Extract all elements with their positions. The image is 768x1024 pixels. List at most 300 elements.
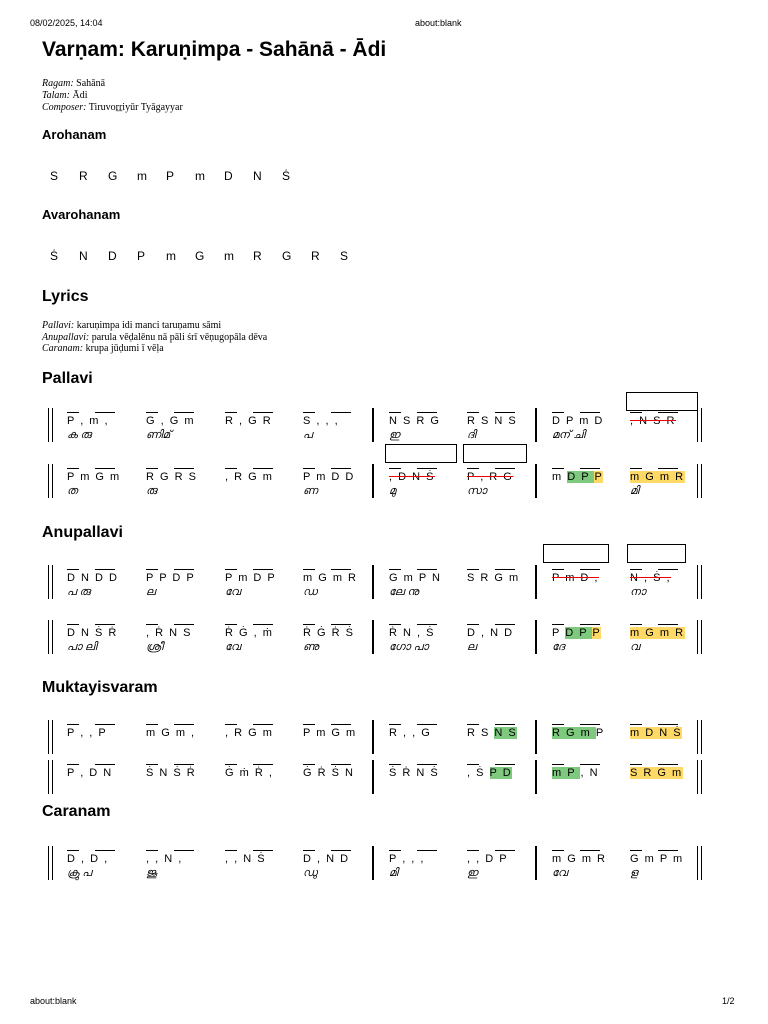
swara-group <box>467 727 517 739</box>
beat-group <box>303 620 387 660</box>
swara-group: , N S R <box>630 415 676 427</box>
double-barline <box>48 464 49 498</box>
swara-group: P P D P <box>146 572 196 584</box>
meta-talam <box>42 90 183 102</box>
scale-note: S <box>340 249 349 263</box>
beat-group <box>389 620 473 660</box>
speed-overline <box>253 850 273 851</box>
speed-overline <box>303 624 315 625</box>
speed-overline <box>253 468 273 469</box>
double-barline <box>48 620 49 654</box>
swara-note: D <box>565 627 580 639</box>
swara-group <box>630 471 685 483</box>
speed-overline <box>331 569 351 570</box>
scale-note: P <box>166 169 175 183</box>
speed-overline <box>225 764 237 765</box>
swara-group <box>552 727 605 739</box>
speed-overline <box>389 850 401 851</box>
swara-group: , Ṙ N S <box>146 627 192 639</box>
speed-overline <box>225 468 237 469</box>
beat-group <box>467 565 551 605</box>
arohanam-notes <box>50 169 311 183</box>
beat-group <box>67 565 151 605</box>
beat-group <box>389 846 473 886</box>
lyrics-key: Anupallavi: <box>42 331 90 343</box>
swara-note: P <box>592 627 602 639</box>
swara-note: m <box>630 727 646 739</box>
double-barline <box>48 760 49 794</box>
beat-group <box>630 464 714 504</box>
swara-group: P m G m <box>303 727 357 739</box>
speed-overline <box>174 850 194 851</box>
swara-group: P m D D <box>303 471 355 483</box>
speed-overline <box>95 850 115 851</box>
speed-overline <box>174 412 194 413</box>
swara-group: R S N S <box>467 415 518 427</box>
lyric-syllable: വ <box>630 641 640 653</box>
swara-group: D , D , <box>67 853 109 865</box>
speed-overline <box>552 850 564 851</box>
swara-note: m <box>580 727 596 739</box>
swara-group: R G R S <box>146 471 198 483</box>
beat-group <box>630 720 714 760</box>
beat-group <box>303 720 387 760</box>
swara-note: D <box>645 727 660 739</box>
beat-group <box>630 408 714 448</box>
lyrics-value: krupa jūḍumi ī vēḷa <box>85 343 164 354</box>
speed-overline <box>331 764 351 765</box>
beat-group <box>67 408 151 448</box>
beat-group <box>146 565 230 605</box>
speed-overline <box>331 850 351 851</box>
speed-overline <box>467 850 479 851</box>
beat-group <box>552 846 636 886</box>
lyric-syllable: ദി <box>467 429 476 441</box>
speed-overline <box>495 724 515 725</box>
swara-note: P <box>595 727 605 739</box>
beat-group <box>467 464 551 504</box>
lyric-syllable: ഡു <box>303 867 318 879</box>
swara-note: P <box>489 767 503 779</box>
swara-note: R <box>467 727 481 739</box>
speed-overline <box>630 624 642 625</box>
speed-overline <box>95 724 115 725</box>
speed-overline <box>67 724 79 725</box>
swara-note: G <box>645 471 660 483</box>
speed-overline <box>303 569 315 570</box>
beat-group <box>552 760 636 800</box>
beat-group <box>67 760 151 800</box>
scale-note: R <box>253 249 262 263</box>
print-timestamp: 08/02/2025, 14:04 <box>30 18 103 28</box>
speed-overline <box>174 624 194 625</box>
speed-overline <box>658 850 678 851</box>
lyric-syllable: രു <box>146 485 157 497</box>
muktayisvaram-heading: Muktayisvaram <box>42 679 158 696</box>
lyric-syllable: ക രു <box>67 429 92 441</box>
beat-group <box>630 846 714 886</box>
annotation-box <box>463 444 527 463</box>
speed-overline <box>174 764 194 765</box>
pallavi-heading: Pallavi <box>42 370 93 387</box>
beat-group <box>467 760 551 800</box>
swara-group: m G m , <box>146 727 196 739</box>
scale-note: G <box>282 249 292 263</box>
lyric-syllable: ല <box>146 586 156 598</box>
swara-note: R <box>675 627 685 639</box>
swara-group: D , N D <box>303 853 350 865</box>
swara-note: G <box>566 727 581 739</box>
swara-note: D <box>567 471 582 483</box>
swara-note: P <box>594 471 604 483</box>
speed-overline <box>630 850 642 851</box>
lyric-syllable: പാ ലി <box>67 641 97 653</box>
lyric-syllable: ഇ <box>389 429 400 441</box>
beat-group <box>389 565 473 605</box>
swara-group <box>630 627 685 639</box>
speed-overline <box>630 412 642 413</box>
speed-overline <box>225 850 237 851</box>
lyric-syllable: ഡ <box>303 586 318 598</box>
speed-overline <box>495 468 515 469</box>
meta-composer <box>42 102 183 114</box>
speed-overline <box>630 724 642 725</box>
speed-overline <box>467 412 479 413</box>
lyric-syllable: സാ <box>467 485 487 497</box>
lyric-syllable: ഗോ പാ <box>389 641 429 653</box>
speed-overline <box>552 569 564 570</box>
lyric-syllable: മു <box>389 485 396 497</box>
beat-group <box>146 408 230 448</box>
swara-note: N <box>659 727 674 739</box>
speed-overline <box>417 569 437 570</box>
swara-group: Ṙ Ġ Ṙ Ṡ <box>303 627 355 639</box>
beat-group <box>225 760 309 800</box>
speed-overline <box>552 468 564 469</box>
swara-note: P <box>579 627 593 639</box>
speed-overline <box>417 412 437 413</box>
swara-group: D N Ṡ Ṙ <box>67 627 118 639</box>
speed-overline <box>331 624 351 625</box>
scale-note: R <box>79 169 88 183</box>
swara-group: R , , G <box>389 727 432 739</box>
beat-group <box>552 720 636 760</box>
swara-note: P <box>567 767 581 779</box>
lyrics-line-pallavi <box>42 320 267 332</box>
lyrics-text <box>42 320 267 355</box>
meta-key: Ragam: <box>42 78 74 89</box>
swara-note: S <box>508 727 518 739</box>
beat-group <box>303 565 387 605</box>
lyric-syllable: ക്രു പ <box>67 867 92 879</box>
speed-overline <box>467 764 479 765</box>
swara-note: S <box>481 727 495 739</box>
swara-group: P , , , <box>389 853 425 865</box>
swara-group: P , R G <box>467 471 514 483</box>
beat-group <box>630 565 714 605</box>
swara-group: P , D N <box>67 767 113 779</box>
scale-note: G <box>108 169 118 183</box>
beat-group <box>630 620 714 660</box>
speed-overline <box>253 412 273 413</box>
beat-group <box>146 720 230 760</box>
beat-group <box>467 620 551 660</box>
beat-group <box>303 846 387 886</box>
swara-note: Ṡ <box>476 767 490 779</box>
swara-group: S R G m <box>467 572 520 584</box>
swara-group: Ġ ṁ Ṙ , <box>225 767 274 779</box>
swara-group <box>630 727 682 739</box>
speed-overline <box>580 569 600 570</box>
beat-group <box>303 464 387 504</box>
beat-group <box>303 408 387 448</box>
swara-note: m <box>552 767 568 779</box>
swara-note: m <box>630 627 646 639</box>
speed-overline <box>225 412 237 413</box>
avarohanam-heading: Avarohanam <box>42 207 121 222</box>
speed-overline <box>67 624 79 625</box>
print-url: about:blank <box>415 18 462 28</box>
swara-group: R , G R <box>225 415 273 427</box>
speed-overline <box>95 412 115 413</box>
swara-note: m <box>659 471 676 483</box>
speed-overline <box>467 569 479 570</box>
beat-group <box>389 760 473 800</box>
speed-overline <box>467 724 479 725</box>
meta-key: Composer: <box>42 102 87 113</box>
notation-row <box>0 620 768 660</box>
lyric-syllable: വേ <box>552 867 568 879</box>
lyric-syllable: ജൂ <box>146 867 157 879</box>
speed-overline <box>225 624 237 625</box>
swara-note: Ṡ <box>673 727 683 739</box>
beat-group <box>225 620 309 660</box>
swara-note: N <box>589 767 600 779</box>
page-title: Varṇam: Karuṇimpa - Sahānā - Ādi <box>42 38 387 61</box>
swara-group: P , , P <box>67 727 108 739</box>
beat-group <box>67 464 151 504</box>
speed-overline <box>95 764 115 765</box>
meta-value: Ādi <box>72 90 88 101</box>
swara-group <box>552 627 601 639</box>
lyrics-heading: Lyrics <box>42 288 89 305</box>
scale-note: N <box>79 249 88 263</box>
lyric-syllable: വേ <box>225 641 241 653</box>
beat-group <box>225 408 309 448</box>
lyric-syllable: ള <box>630 867 638 879</box>
notation-row <box>0 408 768 448</box>
beat-group <box>225 464 309 504</box>
double-barline <box>48 846 49 880</box>
swara-group: , , D P <box>467 853 509 865</box>
beat-group <box>389 464 473 504</box>
speed-overline <box>417 624 437 625</box>
speed-overline <box>331 468 351 469</box>
swara-group: D , N D <box>467 627 514 639</box>
speed-overline <box>417 850 437 851</box>
lyrics-value: karuṇimpa idi manci taruṇamu sāmi <box>76 320 222 331</box>
speed-overline <box>552 724 564 725</box>
scale-note: D <box>108 249 117 263</box>
speed-overline <box>146 764 158 765</box>
speed-overline <box>495 850 515 851</box>
scale-note: m <box>195 169 205 183</box>
beat-group <box>552 620 636 660</box>
lyric-syllable: മി <box>389 867 398 879</box>
beat-group <box>67 620 151 660</box>
scale-note: R <box>311 249 320 263</box>
swara-group: P m G m <box>67 471 121 483</box>
speed-overline <box>552 624 564 625</box>
speed-overline <box>303 850 315 851</box>
scale-note: Ṡ <box>50 249 59 263</box>
meta-value: Sahānā <box>76 78 106 89</box>
avarohanam-notes <box>50 249 369 263</box>
speed-overline <box>658 412 678 413</box>
swara-group: N , Ṡ , <box>630 572 672 584</box>
speed-overline <box>658 624 678 625</box>
double-barline <box>48 408 49 442</box>
beat-group <box>467 720 551 760</box>
speed-overline <box>389 468 401 469</box>
speed-overline <box>253 624 273 625</box>
speed-overline <box>146 468 158 469</box>
swara-note: S <box>630 767 644 779</box>
speed-overline <box>467 624 479 625</box>
caranam-heading: Caranam <box>42 803 111 820</box>
lyric-syllable: വേ <box>225 586 241 598</box>
swara-group: m G m R <box>552 853 607 865</box>
lyric-syllable: ണു <box>303 641 319 653</box>
lyrics-line-anupallavi <box>42 332 267 344</box>
lyric-syllable: പ രു <box>67 586 91 598</box>
lyric-syllable: പ <box>303 429 313 441</box>
swara-note: R <box>675 471 685 483</box>
footer-url: about:blank <box>30 996 77 1006</box>
speed-overline <box>389 724 401 725</box>
speed-overline <box>417 764 437 765</box>
speed-overline <box>253 724 273 725</box>
speed-overline <box>303 724 315 725</box>
speed-overline <box>303 412 315 413</box>
scale-note: Ṡ <box>282 169 291 183</box>
speed-overline <box>389 569 401 570</box>
lyric-syllable: മന് ചി <box>552 429 586 441</box>
swara-note: P <box>552 627 566 639</box>
swara-group: D N D D <box>67 572 119 584</box>
speed-overline <box>174 724 194 725</box>
scale-note: m <box>224 249 234 263</box>
beat-group <box>67 846 151 886</box>
speed-overline <box>95 569 115 570</box>
swara-group: Ṙ Ġ , ṁ <box>225 627 274 639</box>
swara-group: , D N Ṡ <box>389 471 435 483</box>
swara-group <box>630 767 683 779</box>
speed-overline <box>146 850 158 851</box>
speed-overline <box>417 468 437 469</box>
swara-note: P <box>581 471 595 483</box>
swara-group: P m D , <box>552 572 599 584</box>
lyrics-key: Pallavi: <box>42 320 75 331</box>
swara-note: N <box>494 727 509 739</box>
speed-overline <box>95 624 115 625</box>
swara-group: Ṙ N , Ṡ <box>389 627 435 639</box>
lyric-syllable: ശ്രീ <box>146 641 164 653</box>
swara-group: P , m , <box>67 415 110 427</box>
arohanam-heading: Arohanam <box>42 127 107 142</box>
speed-overline <box>417 724 437 725</box>
swara-group: m G m R <box>303 572 358 584</box>
lyric-syllable: ലേ നു <box>389 586 419 598</box>
notation-row <box>0 464 768 504</box>
lyric-syllable: ണ <box>303 485 318 497</box>
beat-group <box>552 565 636 605</box>
lyric-syllable: നാ <box>630 586 646 598</box>
annotation-box <box>626 392 698 411</box>
lyrics-key: Caranam: <box>42 343 84 354</box>
beat-group <box>389 408 473 448</box>
swara-group: Ġ Ṙ Ṡ N <box>303 767 355 779</box>
speed-overline <box>146 724 158 725</box>
annotation-box <box>385 444 457 463</box>
speed-overline <box>67 569 79 570</box>
speed-overline <box>67 412 79 413</box>
meta-ragam <box>42 78 183 90</box>
beat-group <box>225 846 309 886</box>
lyric-syllable: മി <box>630 485 639 497</box>
swara-note: D <box>502 767 513 779</box>
beat-group <box>630 760 714 800</box>
speed-overline <box>580 468 600 469</box>
swara-note: G <box>657 767 673 779</box>
speed-overline <box>225 569 237 570</box>
speed-overline <box>389 624 401 625</box>
speed-overline <box>303 468 315 469</box>
speed-overline <box>146 624 158 625</box>
swara-group <box>467 767 512 779</box>
beat-group <box>467 846 551 886</box>
speed-overline <box>303 764 315 765</box>
speed-overline <box>253 569 273 570</box>
speed-overline <box>552 412 564 413</box>
swara-group: P m D P <box>225 572 277 584</box>
beat-group <box>225 720 309 760</box>
speed-overline <box>67 468 79 469</box>
speed-overline <box>495 624 515 625</box>
notation-row <box>0 720 768 760</box>
swara-note: m <box>659 627 676 639</box>
speed-overline <box>495 569 515 570</box>
speed-overline <box>331 412 351 413</box>
swara-note: , <box>467 767 477 779</box>
beat-group <box>67 720 151 760</box>
beat-group <box>146 620 230 660</box>
speed-overline <box>95 468 115 469</box>
speed-overline <box>630 468 642 469</box>
swara-group: S , , , <box>303 415 340 427</box>
speed-overline <box>495 764 515 765</box>
beat-group <box>146 464 230 504</box>
beat-group <box>146 846 230 886</box>
meta-value: Tiruvoṟṟiyūr Tyāgayyar <box>88 102 183 113</box>
scale-note: m <box>166 249 176 263</box>
swara-note: R <box>643 767 658 779</box>
speed-overline <box>146 569 158 570</box>
scale-note: P <box>137 249 146 263</box>
composition-meta <box>42 78 183 114</box>
speed-overline <box>174 569 194 570</box>
speed-overline <box>658 764 678 765</box>
